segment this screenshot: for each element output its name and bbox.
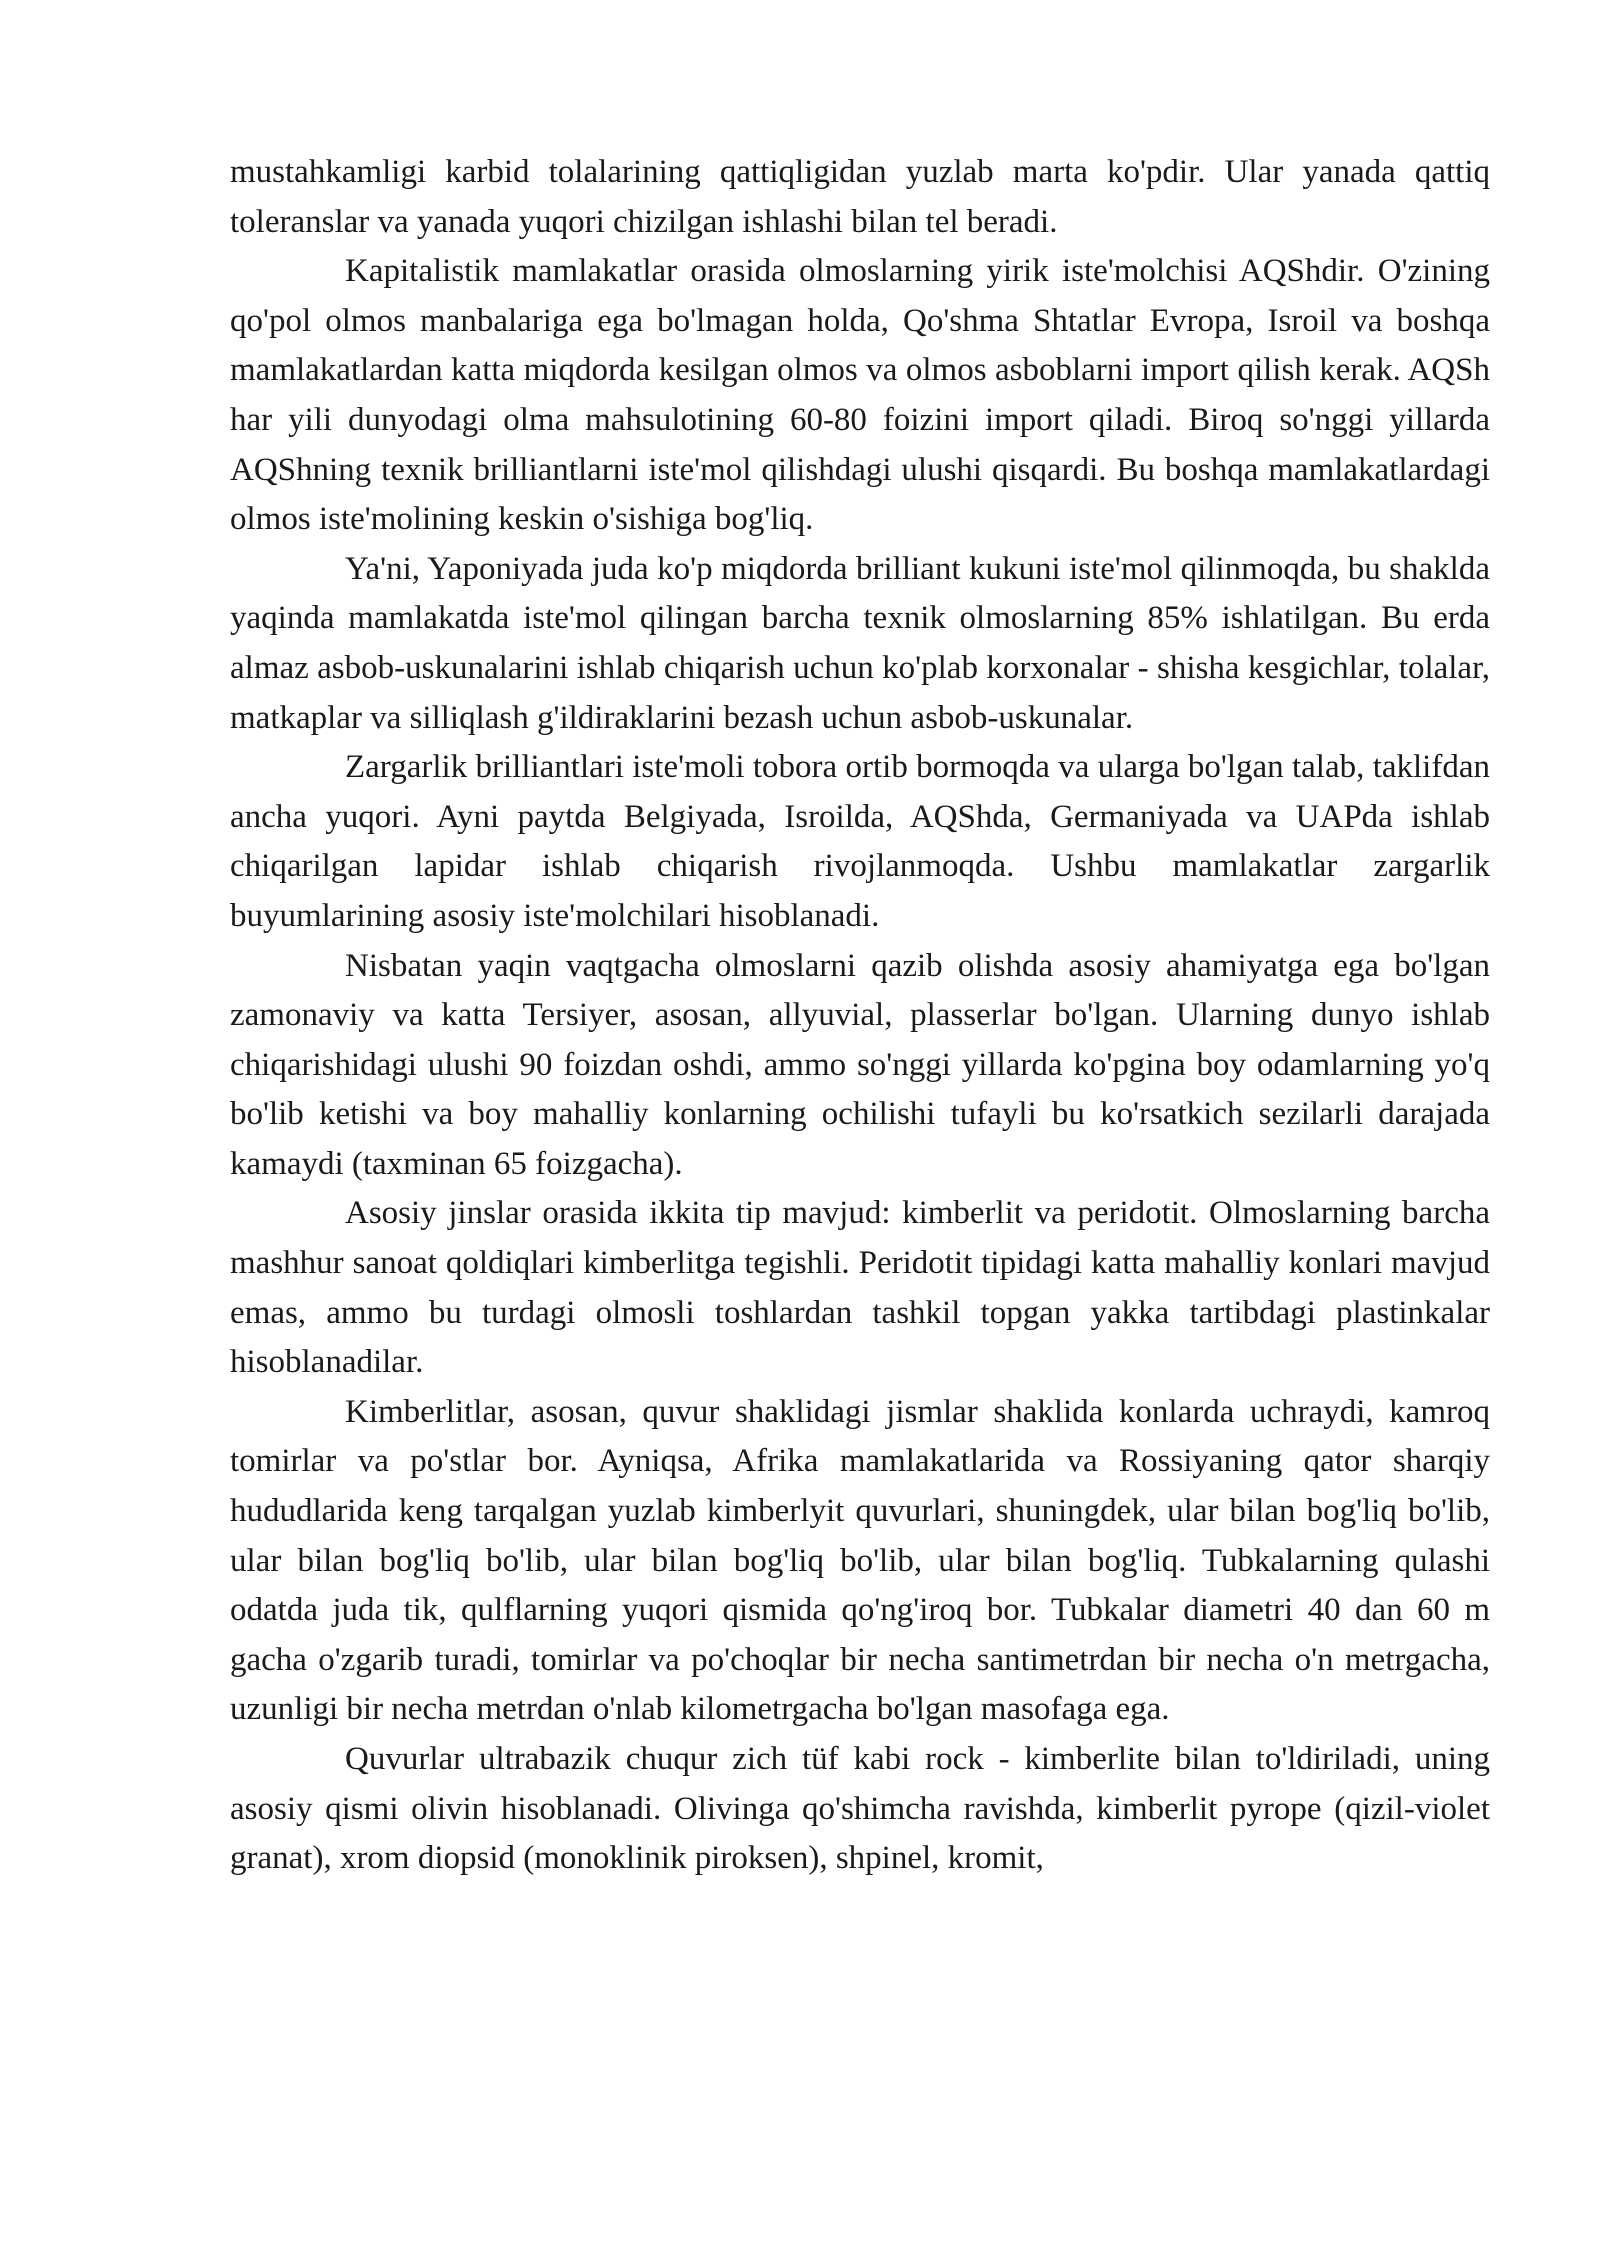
- paragraph-last: Quvurlar ultrabazik chuqur zich tüf kabi rock - kimberlite bilan to'ldiriladi, uning asosiy qismi olivin hisoblanadi. Olivinga qo'shimcha ravishda, kimberlit pyrope (qizil-violet granat), xrom diopsid (monoklinik piroksen), shpinel, kromit,: [230, 1741, 1490, 1877]
- paragraph: Asosiy jinslar orasida ikkita tip mavjud: kimberlit va peridotit. Olmoslarning barcha mashhur sanoat qoldiqlari kimberlitga tegishli. Peridotit tipidagi katta mahalliy konlari mavjud emas, ammo bu turdagi olmosli toshlardan tashkil topgan yakka tartibdagi plastinkalar hisoblanadilar.: [230, 1195, 1490, 1381]
- paragraph-continuation: mustahkamligi karbid tolalarining qattiqligidan yuzlab marta ko'pdir. Ular yanada qattiq toleranslar va yanada yuqori chizilgan ishlashi bilan tel beradi.: [230, 154, 1490, 240]
- paragraph: Kapitalistik mamlakatlar orasida olmoslarning yirik iste'molchisi AQShdir. O'zining qo'pol olmos manbalariga ega bo'lmagan holda, Qo'shma Shtatlar Evropa, Isroil va boshqa mamlakatlardan katta miqdorda kesilgan olmos va olmos asboblarni import qilish kerak. AQSh har yili dunyodagi olma mahsulotining 60-80 foizini import qiladi. Biroq so'nggi yillarda AQShning texnik brilliantlarni iste'mol qilishdagi ulushi qisqardi. Bu boshqa mamlakatlardagi olmos iste'molining keskin o'sishiga bog'liq.: [230, 253, 1490, 538]
- document-page: [230, 148, 1490, 1884]
- paragraph: Kimberlitlar, asosan, quvur shaklidagi jismlar shaklida konlarda uchraydi, kamroq tomirlar va po'stlar bor. Ayniqsa, Afrika mamlakatlarida va Rossiyaning qator sharqiy hududlarida keng tarqalgan yuzlab kimberlyit quvurlari, shuningdek, ular bilan bog'liq bo'lib, ular bilan bog'liq bo'lib, ular bilan bog'liq bo'lib, ular bilan bog'liq. Tubkalarning qulashi odatda juda tik, qulflarning yuqori qismida qo'ng'iroq bor. Tubkalar diametri 40 dan 60 m gacha o'zgarib turadi, tomirlar va po'choqlar bir necha santimetrdan bir necha o'n metrgacha, uzunligi bir necha metrdan o'nlab kilometrgacha bo'lgan masofaga ega.: [230, 1393, 1490, 1728]
- paragraph: Nisbatan yaqin vaqtgacha olmoslarni qazib olishda asosiy ahamiyatga ega bo'lgan zamonaviy va katta Tersiyer, asosan, allyuvial, plasserlar bo'lgan. Ularning dunyo ishlab chiqarishidagi ulushi 90 foizdan oshdi, ammo so'nggi yillarda ko'pgina boy odamlarning yo'q bo'lib ketishi va boy mahalliy konlarning ochilishi tufayli bu ko'rsatkich sezilarli darajada kamaydi (taxminan 65 foizgacha).: [230, 947, 1490, 1182]
- paragraph: Ya'ni, Yaponiyada juda ko'p miqdorda brilliant kukuni iste'mol qilinmoqda, bu shaklda yaqinda mamlakatda iste'mol qilingan barcha texnik olmoslarning 85% ishlatilgan. Bu erda almaz asbob-uskunalarini ishlab chiqarish uchun ko'plab korxonalar - shisha kesgichlar, tolalar, matkaplar va silliqlash g'ildiraklarini bezash uchun asbob-uskunalar.: [230, 550, 1490, 736]
- paragraph: Zargarlik brilliantlari iste'moli tobora ortib bormoqda va ularga bo'lgan talab, taklifdan ancha yuqori. Ayni paytda Belgiyada, Isroilda, AQShda, Germaniyada va UAPda ishlab chiqarilgan lapidar ishlab chiqarish rivojlanmoqda. Ushbu mamlakatlar zargarlik buyumlarining asosiy iste'molchilari hisoblanadi.: [230, 749, 1490, 934]
